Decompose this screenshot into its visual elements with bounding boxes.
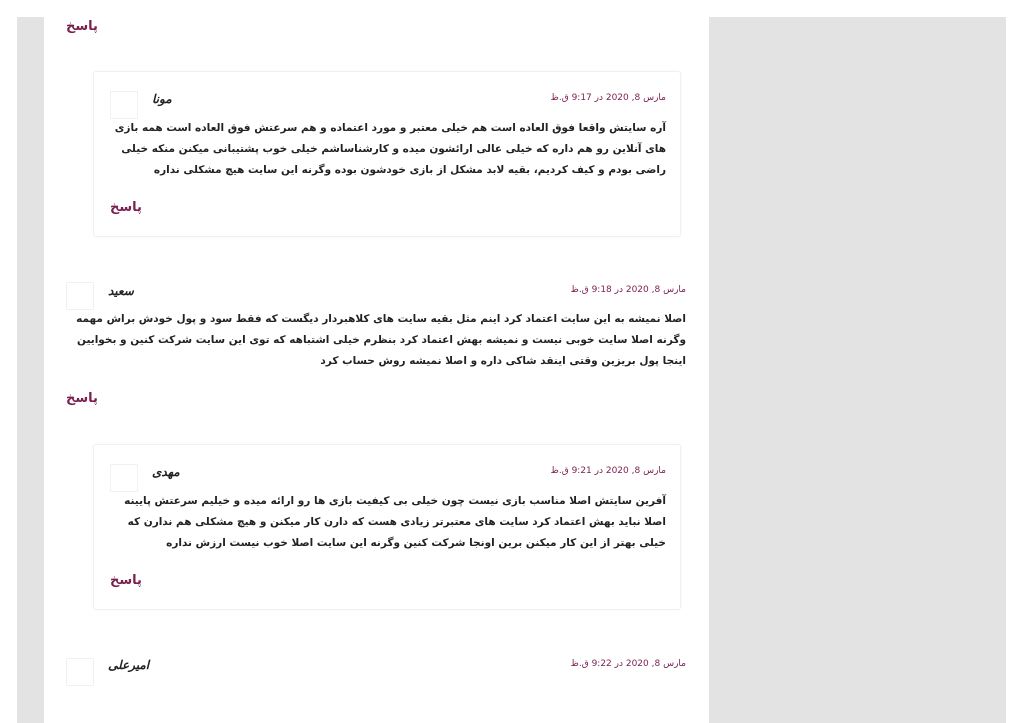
comment-author[interactable]: مهدی xyxy=(152,465,180,479)
comment-author[interactable]: مونا xyxy=(152,92,172,106)
comment-author[interactable]: امیرعلی xyxy=(108,658,150,672)
reply-link[interactable]: پاسخ xyxy=(110,200,142,215)
comment-author[interactable]: سعید xyxy=(108,284,134,298)
comment-date[interactable]: مارس 8, 2020 در 9:22 ق.ظ xyxy=(570,659,686,669)
comment-amirali xyxy=(52,630,700,723)
reply-link[interactable]: پاسخ xyxy=(66,19,98,34)
avatar xyxy=(110,91,138,119)
comment-date[interactable]: مارس 8, 2020 در 9:17 ق.ظ xyxy=(550,93,666,103)
comment-date[interactable]: مارس 8, 2020 در 9:18 ق.ظ xyxy=(570,285,686,295)
avatar xyxy=(66,658,94,686)
reply-link[interactable]: پاسخ xyxy=(66,391,98,406)
comment-text: آره سایتش واقعا فوق العاده است هم خیلی معتبر و مورد اعتماده و هم سرعتش فوق العاده است همه بازی های آنلاین رو هم داره که خیلی عالی ارائشون میده و کارشناساشم خیلی خوب پشتیبانی میکنن منکه خیلی راضی بودم و کیف کردیم، بقیه لابد مشکل از بازی خودشون بوده وگرنه این سایت هیچ مشکلی نداره xyxy=(114,122,666,176)
comment-mahdi xyxy=(93,444,681,610)
avatar xyxy=(110,464,138,492)
avatar xyxy=(66,282,94,310)
comment-mona xyxy=(93,71,681,237)
comment-date[interactable]: مارس 8, 2020 در 9:21 ق.ظ xyxy=(550,466,666,476)
comment-saeed xyxy=(52,256,700,432)
reply-link[interactable]: پاسخ xyxy=(110,573,142,588)
comment-text: اصلا نمیشه به این سایت اعتماد کرد اینم مثل بقیه سایت های کلاهبردار دیگست که فقط سود و پول خودش براش مهمه وگرنه اصلا سایت خوبی نیست و نمیشه بهش اعتماد کرد بنظرم خیلی اشتباهه که توی این سایت شرکت کنین و بخوایین اینجا پول بریزین وقتی اینقد شاکی داره و اصلا نمیشه روش حساب کرد xyxy=(76,313,686,367)
comment-text: آفرین سایتش اصلا مناسب بازی نیست چون خیلی بی کیفیت بازی ها رو ارائه میده و خیلیم سرعتش پایینه اصلا نباید بهش اعتماد کرد سایت های معتبرتر زیادی هست که دارن کار میکنن و هیچ مشکلی هم ندارن که خیلی بهتر از این کار میکنن برین اونجا شرکت کنین وگرنه این سایت اصلا خوب نیست ارزش نداره xyxy=(124,495,666,549)
